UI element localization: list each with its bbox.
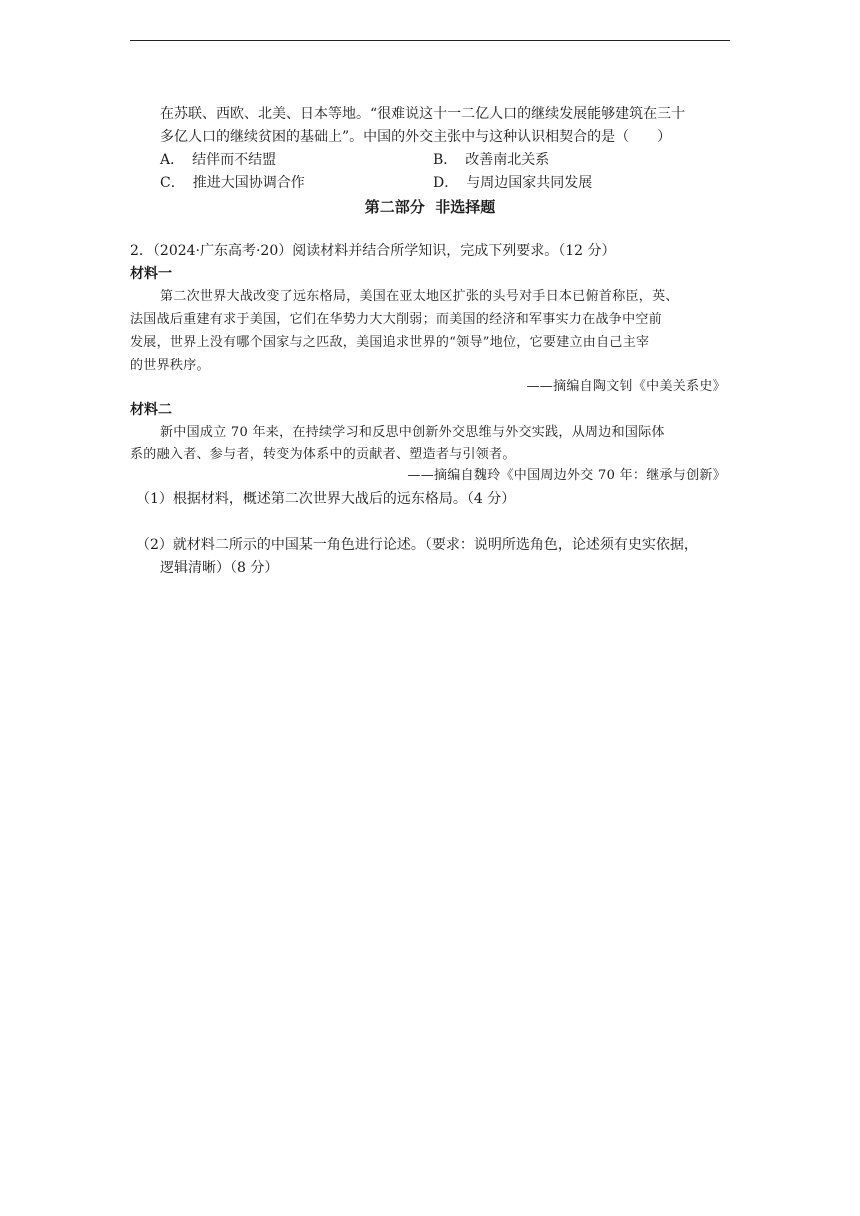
option-label: D． (433, 175, 459, 191)
top-rule (130, 40, 730, 41)
option-text: 改善南北关系 (465, 152, 550, 168)
material2-source: ——摘编自魏玲《中国周边外交 70 年：继承与创新》 (407, 468, 726, 483)
material2-line2: 系的融入者、参与者，转变为体系中的贡献者、塑造者与引领者。 (130, 447, 516, 462)
material2-label: 材料二 (130, 402, 172, 418)
q2-sub2-line2: 逻辑清晰）（8 分） (160, 560, 279, 576)
material1-line4: 的世界秩序。 (130, 358, 210, 373)
material1-line1: 第二次世界大战改变了远东格局，美国在亚太地区扩张的头号对手日本已俯首称臣，英、 (160, 289, 679, 304)
material2-line1: 新中国成立 70 年来，在持续学习和反思中创新外交思维与外交实践，从周边和国际体 (160, 425, 665, 440)
q2-sub1: （1）根据材料，概述第二次世界大战后的远东格局。（4 分） (136, 491, 516, 507)
option-a (160, 150, 276, 170)
material1-line2: 法国战后重建有求于美国，它们在华势力大大削弱；而美国的经济和军事实力在战争中空前 (130, 312, 663, 327)
material1-line3: 发展，世界上没有哪个国家与之匹敌，美国追求世界的“领导”地位，它要建立由自己主宰 (130, 335, 650, 350)
option-label: B． (433, 152, 458, 168)
q1-stem-line2: 多亿人口的继续贫困的基础上”。中国的外交主张中与这种认识相契合的是（ ） (160, 129, 672, 145)
q1-stem-line1: 在苏联、西欧、北美、日本等地。“很难说这十一二亿人口的继续发展能够建筑在三十 (160, 106, 686, 122)
material1-source: ——摘编自陶文钊《中美关系史》 (526, 379, 726, 394)
option-label: A． (160, 152, 185, 168)
option-label: C． (160, 175, 185, 191)
option-text: 结伴而不结盟 (192, 152, 277, 168)
option-b (433, 150, 549, 170)
q2-intro: 2．（2024·广东高考·20）阅读材料并结合所学知识，完成下列要求。（12 分） (130, 243, 616, 259)
option-text: 与周边国家共同发展 (466, 175, 593, 191)
option-text: 推进大国协调合作 (192, 175, 305, 191)
option-c (160, 173, 305, 193)
section-heading: 第二部分 非选择题 (364, 198, 496, 216)
option-d (433, 173, 592, 193)
material1-label: 材料一 (130, 266, 172, 282)
q2-sub2-line1: （2）就材料二所示的中国某一角色进行论述。（要求：说明所选角色，论述须有史实依据， (136, 537, 698, 553)
